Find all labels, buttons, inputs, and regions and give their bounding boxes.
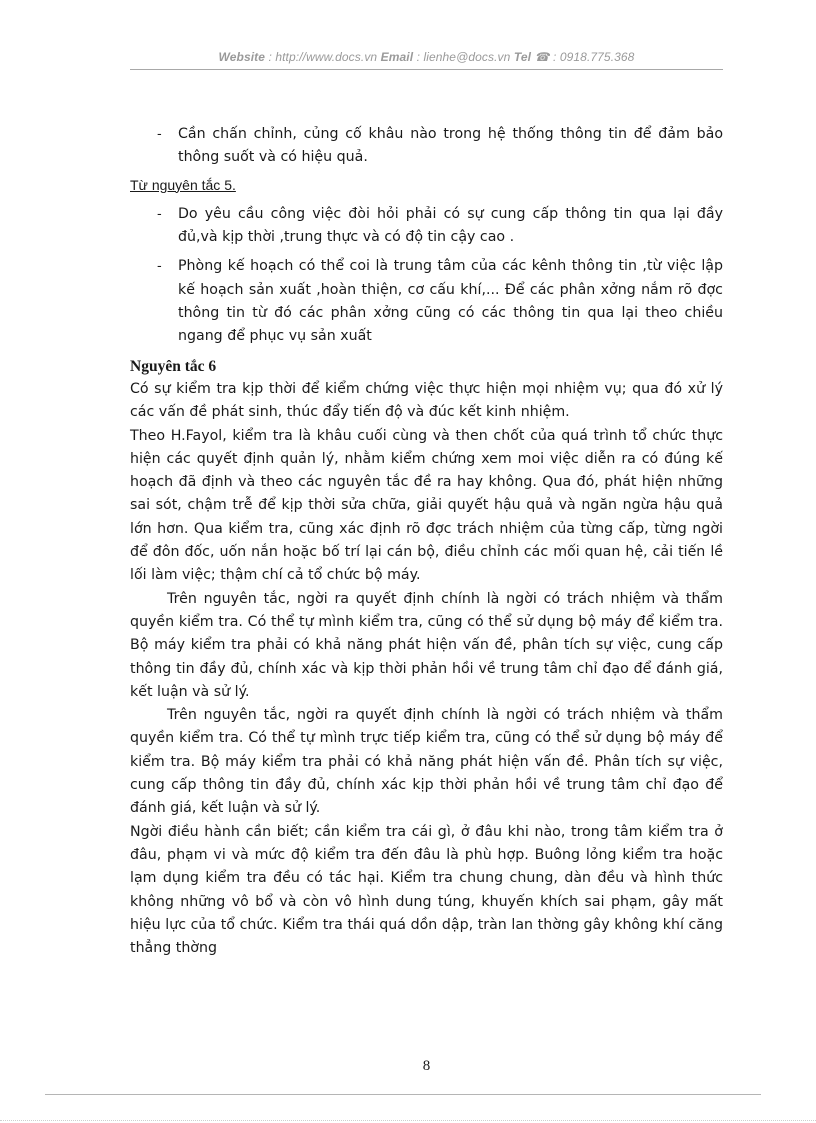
section-heading: Nguyên tắc 6 (130, 357, 217, 375)
bullet-text: Do yêu cầu công việc đòi hỏi phải có sự cung cấp thông tin qua lại đầy đủ,và kịp thời ,trung thực và có độ tin cậy cao . (178, 205, 723, 246)
website-value: : http://www.docs.vn (265, 50, 381, 64)
bullet-text: Phòng kế hoạch có thể coi là trung tâm của các kênh thông tin ,từ việc lập kế hoạch sản xuất ,hoàn thiện, cơ cấu khí,... Để các phân xởng nắm rõ đợc thông tin từ đó các phân xởng cũng có các thông tin qua lại theo chiều ngang để phục vụ sản xuất (178, 258, 723, 345)
page-bottom-border (45, 1094, 761, 1095)
body-paragraph: Ngời điều hành cần biết; cần kiểm tra cái gì, ở đâu khi nào, trong tâm kiểm tra ở đâu, phạm vi và mức độ kiểm tra đến đâu là phù hợp. Buông lỏng kiểm tra hoặc lạm dụng kiểm tra đều có tác hại. Kiểm tra chung chung, dàn đều và hình thức không những vô bổ và còn vô hình dung túng, khuyến khích sai phạm, gây mất hiệu lực của tổ chức. Kiểm tra thái quá dồn dập, tràn lan thờng gây không khí căng thẳng thờng (130, 823, 723, 957)
tel-label: Tel (513, 50, 532, 64)
bullet-item (130, 123, 723, 170)
document-body (130, 123, 723, 960)
dash-bullet-icon: - (157, 206, 162, 222)
bullet-item (130, 203, 723, 250)
email-label: Email (380, 50, 414, 64)
page-header (130, 50, 723, 64)
body-paragraph: Có sự kiểm tra kịp thời để kiểm chứng việc thực hiện mọi nhiệm vụ; qua đó xử lý các vấn đề phát sinh, thúc đẩy tiến độ và đúc kết kinh nhiệm. (130, 380, 723, 421)
body-paragraph: Theo H.Fayol, kiểm tra là khâu cuối cùng và then chốt của quá trình tổ chức thực hiện các quyết định quản lý, nhằm kiểm chứng xem moi việc diễn ra có đúng kế hoạch đã định và theo các nguyên tắc đề ra hay không. Qua đó, phát hiện những sai sót, chậm trễ để kịp thời sửa chữa, giải quyết hậu quả và ngăn ngừa hậu quả lớn hơn. Qua kiểm tra, cũng xác định rõ đợc trách nhiệm của từng cấp, từng ngời để đôn đốc, uốn nắn hoặc bố trí lại cán bộ, điều chỉnh các mối quan hệ, cải tiến lề lối làm việc; thậm chí cả tổ chức bộ máy. (130, 427, 723, 584)
bullet-text: Cần chấn chỉnh, củng cố khâu nào trong hệ thống thông tin để đảm bảo thông suốt và có hiệu quả. (178, 126, 723, 166)
body-paragraph: Trên nguyên tắc, ngời ra quyết định chính là ngời có trách nhiệm và thẩm quyền kiểm tra. Có thể tự mình kiểm tra, cũng có thể sử dụng bộ máy để kiểm tra. Bộ máy kiểm tra phải có khả năng phát hiện vấn đề, phân tích sự việc, cung cấp thông tin đầy đủ, chính xác và kịp thời phản hồi về trung tâm chỉ đạo để đánh giá, kết luận và sử lý. (130, 590, 723, 700)
dash-bullet-icon: - (157, 127, 162, 142)
page-number: 8 (422, 1058, 431, 1074)
page-separator (0, 1120, 816, 1121)
website-label: Website (218, 50, 266, 64)
header-divider (130, 69, 723, 70)
bullet-item (130, 255, 723, 348)
dash-bullet-icon: - (157, 259, 162, 275)
email-value: : lienhe@docs.vn (413, 50, 514, 64)
body-paragraph: Trên nguyên tắc, ngời ra quyết định chính là ngời có trách nhiệm và thẩm quyền kiểm tra. Có thể tự mình trực tiếp kiểm tra, cũng có thể sử dụng bộ máy để kiểm tra. Bộ máy kiểm tra phải có khả năng phát hiện vấn đề. Phân tích sự việc, cung cấp thông tin đầy đủ, chính xác kịp thời phản hồi về trung tâm chỉ đạo để đánh giá, kết luận và sử lý. (130, 707, 723, 817)
section-subheading: Từ nguyên tắc 5. (130, 176, 236, 193)
tel-value: ☎ : 0918.775.368 (531, 50, 635, 64)
